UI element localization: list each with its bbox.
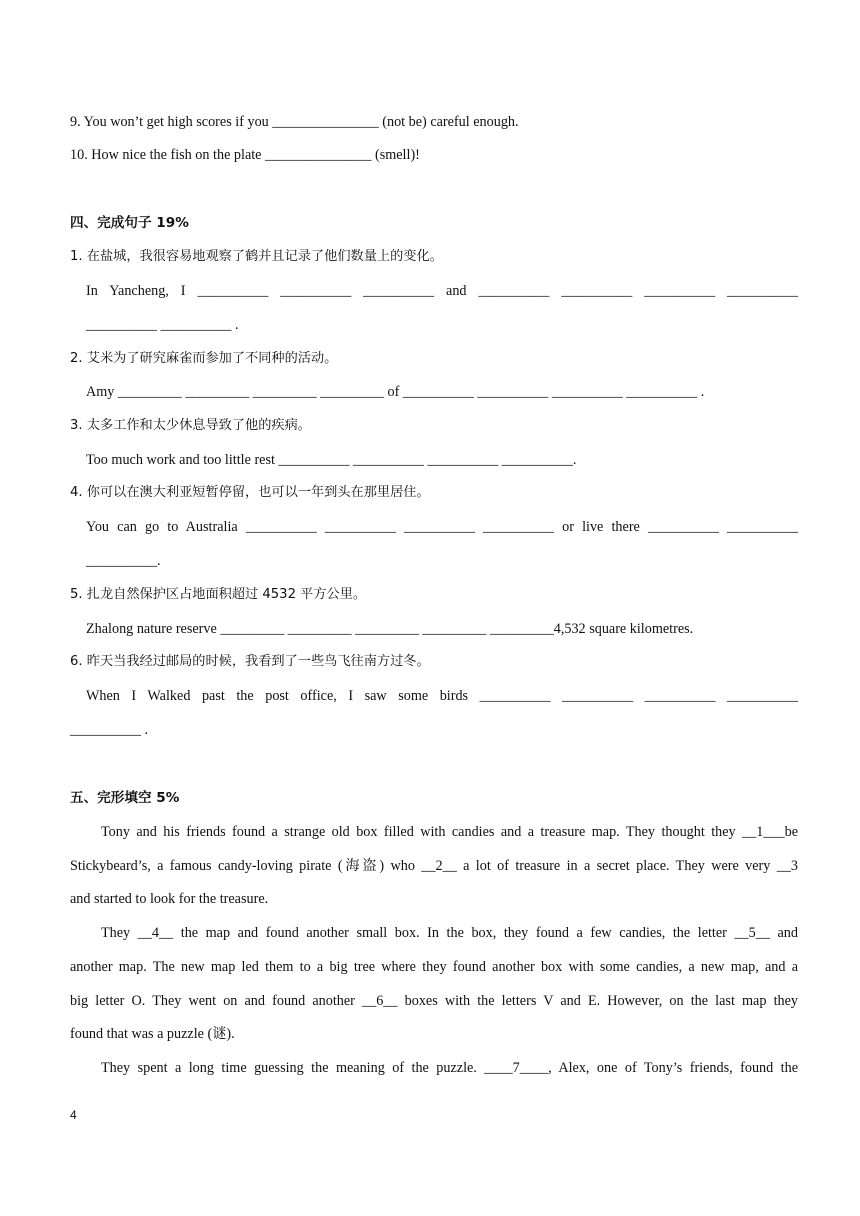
cloze-paragraph-line: They spent a long time guessing the meaning of the puzzle. ____7____, Alex, one of Tony’s friends, found the [101, 1060, 798, 1076]
part4-item-1-answer-line: In Yancheng, I __________ __________ __________ and __________ __________ __________ __________ [86, 283, 798, 299]
page-number: 4 [70, 1108, 77, 1122]
part4-item-6-answer-line-2: __________ . [70, 722, 149, 738]
part4-item-4-answer-line-2: __________. [86, 553, 161, 569]
part4-item-2-answer-line: Amy _________ _________ _________ _________ of __________ __________ __________ __________ . [86, 384, 705, 400]
part4-item-5-answer-line: Zhalong nature reserve _________ _________ _________ _________ _________4,532 square kilometres. [86, 621, 694, 637]
part4-item-6-prompt: 6. 昨天当我经过邮局的时候，我看到了一些鸟飞往南方过冬。 [70, 654, 430, 669]
section-heading-part4: 四、完成句子 19% [70, 215, 189, 231]
cloze-paragraph-line: and started to look for the treasure. [70, 891, 269, 907]
part4-item-4-prompt: 4. 你可以在澳大利亚短暂停留，也可以一年到头在那里居住。 [70, 485, 430, 500]
part4-item-1-answer-line-2: __________ __________ . [86, 317, 239, 333]
cloze-paragraph-line: found that was a puzzle (谜). [70, 1026, 235, 1042]
part4-item-3-answer-line: Too much work and too little rest __________ __________ __________ __________. [86, 452, 577, 468]
section-heading-part5: 五、完形填空 5% [70, 790, 180, 806]
cloze-paragraph-line: Tony and his friends found a strange old box filled with candies and a treasure map. They thought they __1___be [101, 824, 798, 840]
part4-item-6-answer-line: When I Walked past the post office, I saw some birds __________ __________ __________ __________ [86, 688, 798, 704]
part4-item-3-prompt: 3. 太多工作和太少休息导致了他的疾病。 [70, 418, 311, 433]
cloze-paragraph-line: big letter O. They went on and found another __6__ boxes with the letters V and E. However, on the last map they [70, 993, 798, 1009]
question-10: 10. How nice the fish on the plate _______________ (smell)! [70, 147, 420, 163]
cloze-paragraph-line: another map. The new map led them to a big tree where they found another box with some candies, a new map, and a [70, 959, 798, 975]
part4-item-4-answer-line: You can go to Australia __________ __________ __________ __________ or live there __________ __________ [86, 519, 798, 535]
part4-item-5-prompt: 5. 扎龙自然保护区占地面积超过 4532 平方公里。 [70, 587, 367, 602]
part4-item-2-prompt: 2. 艾米为了研究麻雀而参加了不同种的活动。 [70, 351, 338, 366]
question-9: 9. You won’t get high scores if you _______________ (not be) careful enough. [70, 114, 519, 130]
cloze-paragraph-line: Stickybeard’s, a famous candy-loving pirate (海盗) who __2__ a lot of treasure in a secret place. They were very __3 [70, 858, 798, 874]
cloze-paragraph-line: They __4__ the map and found another small box. In the box, they found a few candies, the letter __5__ and [101, 925, 798, 941]
part4-item-1-prompt: 1. 在盐城，我很容易地观察了鹤并且记录了他们数量上的变化。 [70, 249, 443, 264]
